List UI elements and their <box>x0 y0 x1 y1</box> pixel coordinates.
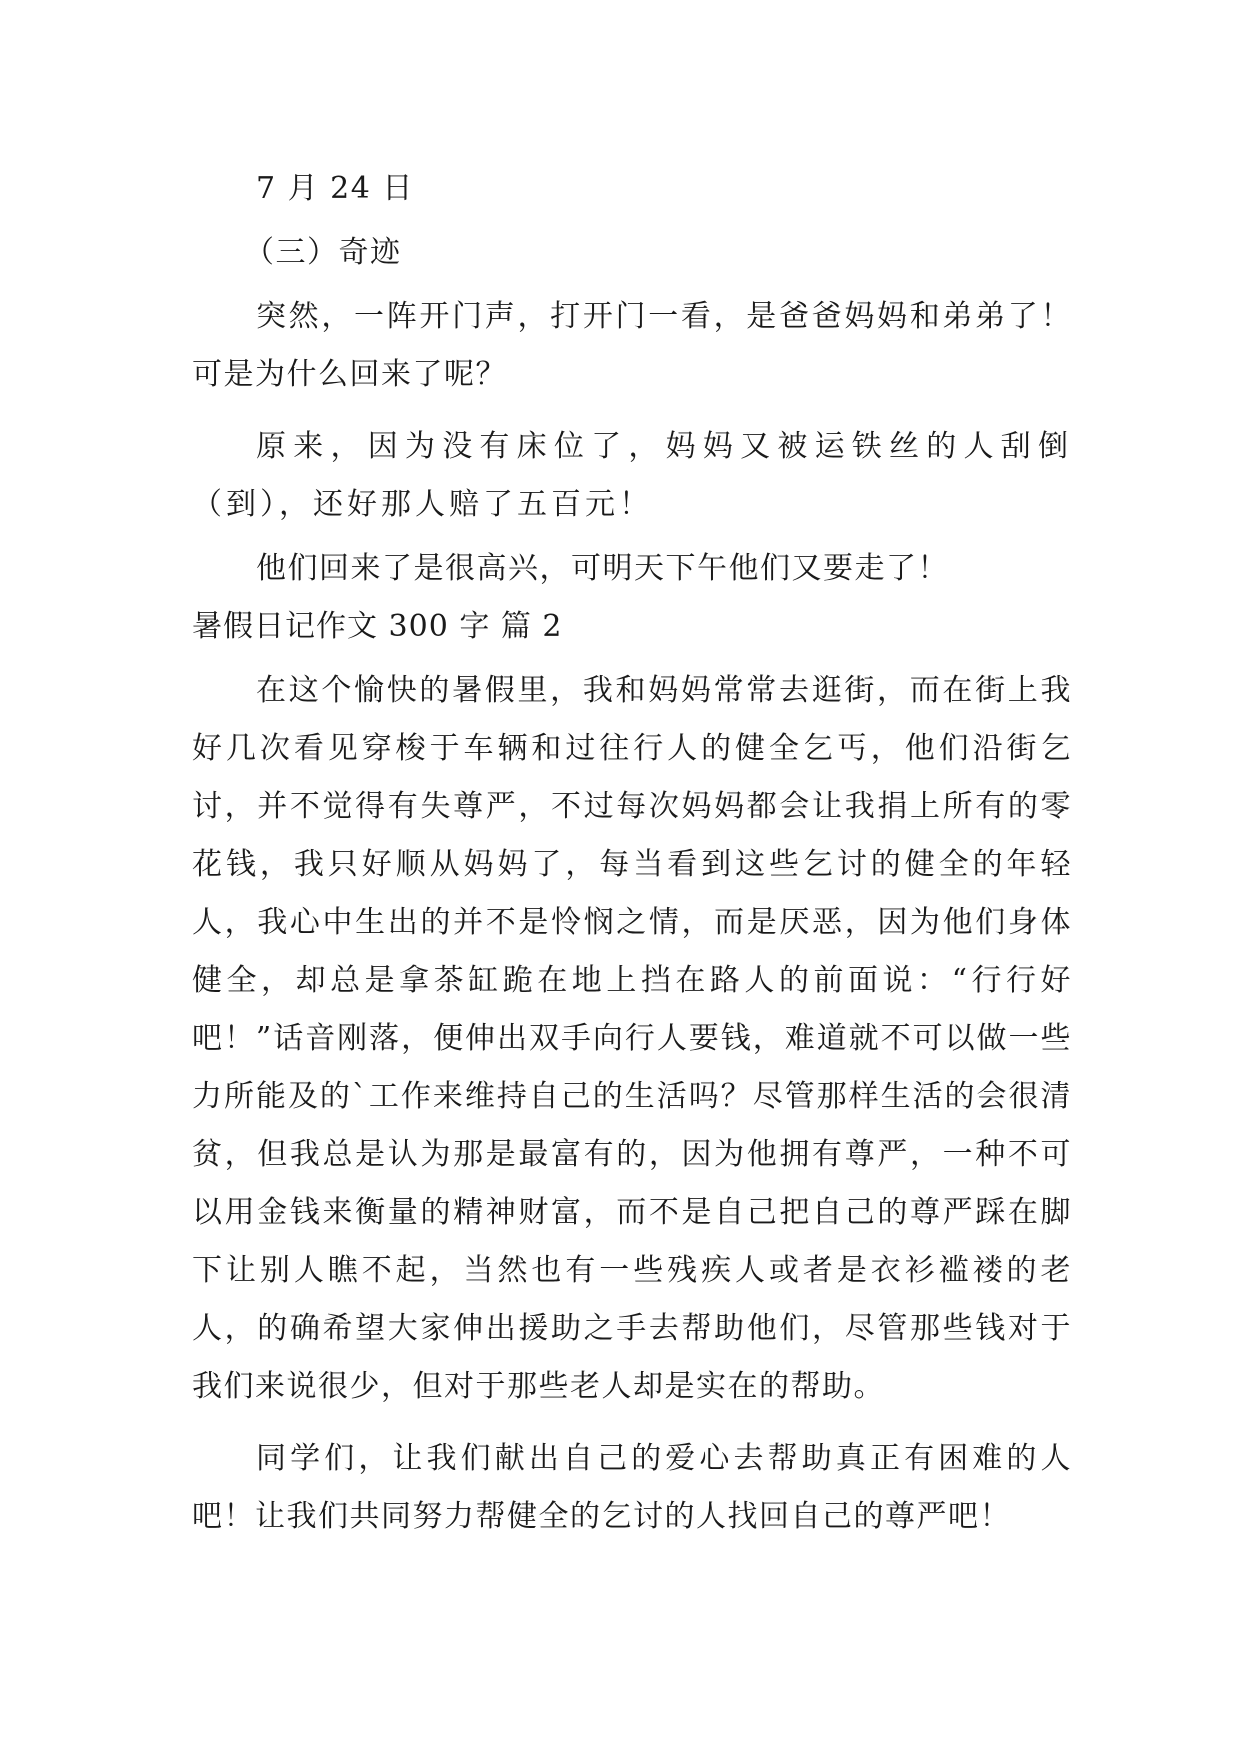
paragraph: 同学们，让我们献出自己的爱心去帮助真正有困难的人吧！让我们共同努力帮健全的乞讨的人找回自己的尊严吧！ <box>192 1441 1072 1534</box>
paragraph: 原来，因为没有床位了，妈妈又被运铁丝的人刮倒（到），还好那人赔了五百元！ <box>192 429 1072 522</box>
article-heading: 暑假日记作文 300 字 篇 2 <box>192 609 563 644</box>
paragraph: 在这个愉快的暑假里，我和妈妈常常去逛街，而在街上我好几次看见穿梭于车辆和过往行人的健全乞丐，他们沿街乞讨，并不觉得有失尊严，不过每次妈妈都会让我捐上所有的零花钱，我只好顺从妈妈了，每当看到这些乞讨的健全的年轻人，我心中生出的并不是怜悯之情，而是厌恶，因为他们身体健全，却总是拿茶缸跪在地上挡在路人的前面说：“行行好吧！”话音刚落，便伸出双手向行人要钱，难道就不可以做一些力所能及的`工作来维持自己的生活吗？尽管那样生活的会很清贫，但我总是认为那是最富有的，因为他拥有尊严，一种不可以用金钱来衡量的精神财富，而不是自己把自己的尊严踩在脚下让别人瞧不起，当然也有一些残疾人或者是衣衫褴褛的老人，的确希望大家伸出援助之手去帮助他们，尽管那些钱对于我们来说很少，但对于那些老人却是实在的帮助。 <box>192 673 1072 1404</box>
paragraph: 他们回来了是很高兴，可明天下午他们又要走了！ <box>256 551 949 586</box>
document-body <box>192 160 1072 1546</box>
paragraph: 突然，一阵开门声，打开门一看，是爸爸妈妈和弟弟了！可是为什么回来了呢？ <box>192 299 1072 392</box>
section-title: （三）奇迹 <box>244 235 402 270</box>
diary-date: 7 月 24 日 <box>256 171 414 206</box>
